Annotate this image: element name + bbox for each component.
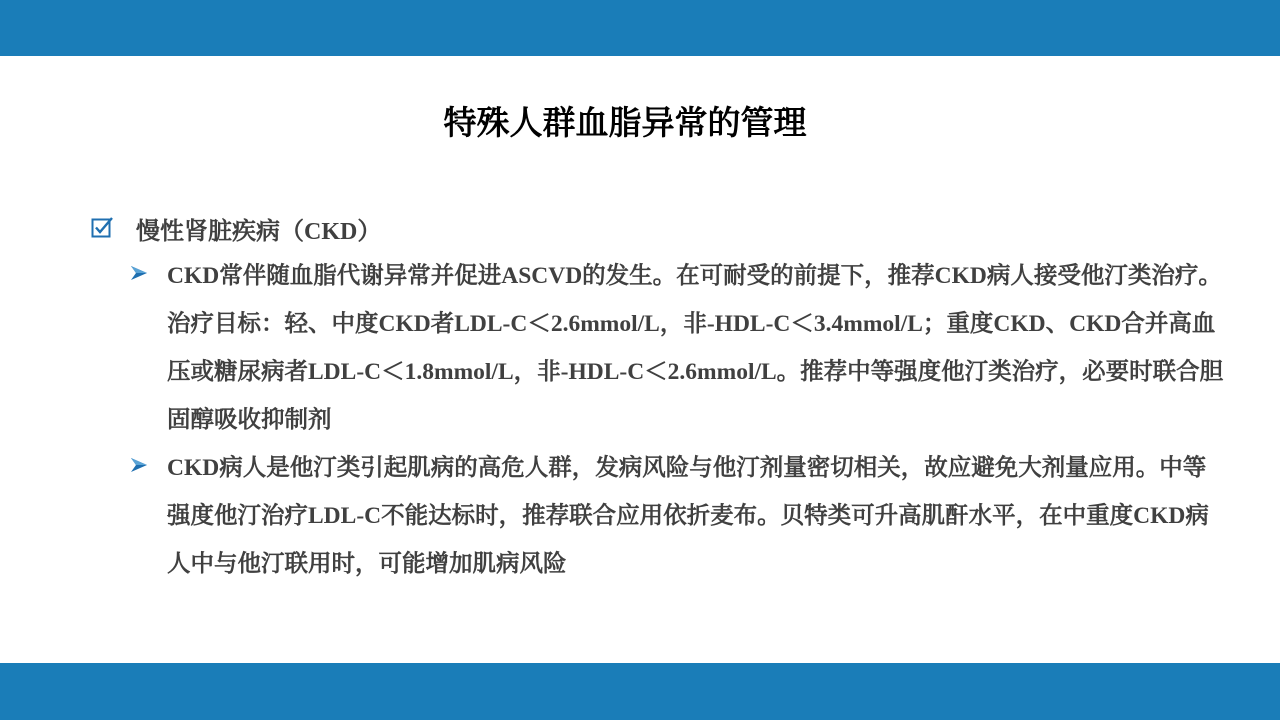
bullet-item-1 — [130, 252, 1230, 444]
bullet-text: CKD病人是他汀类引起肌病的高危人群，发病风险与他汀剂量密切相关，故应避免大剂量应用。中等强度他汀治疗LDL-C不能达标时，推荐联合应用依折麦布。贝特类可升高肌酐水平，在中重度CKD病人中与他汀联用时，可能增加肌病风险 — [167, 455, 1209, 577]
arrow-bullet-icon — [130, 456, 148, 474]
checkbox-checked-icon — [90, 216, 114, 240]
top-accent-bar — [0, 0, 1280, 56]
bullet-item-2 — [130, 444, 1230, 588]
slide-title: 特殊人群血脂异常的管理 — [443, 103, 807, 142]
arrow-bullet-icon — [130, 264, 148, 282]
bullet-text: CKD常伴随血脂代谢异常并促进ASCVD的发生。在可耐受的前提下，推荐CKD病人接受他汀类治疗。治疗目标：轻、中度CKD者LDL-C＜2.6mmol/L，非-HDL-C＜3.4mmol/L；重度CKD、CKD合并高血压或糖尿病者LDL-C＜1.8mmol/L，非-HDL-C＜2.6mmol/L。推荐中等强度他汀类治疗，必要时联合胆固醇吸收抑制剂 — [167, 263, 1224, 433]
bottom-accent-bar — [0, 663, 1280, 720]
section-heading — [90, 208, 381, 248]
section-label: 慢性肾脏疾病（CKD） — [136, 218, 382, 245]
